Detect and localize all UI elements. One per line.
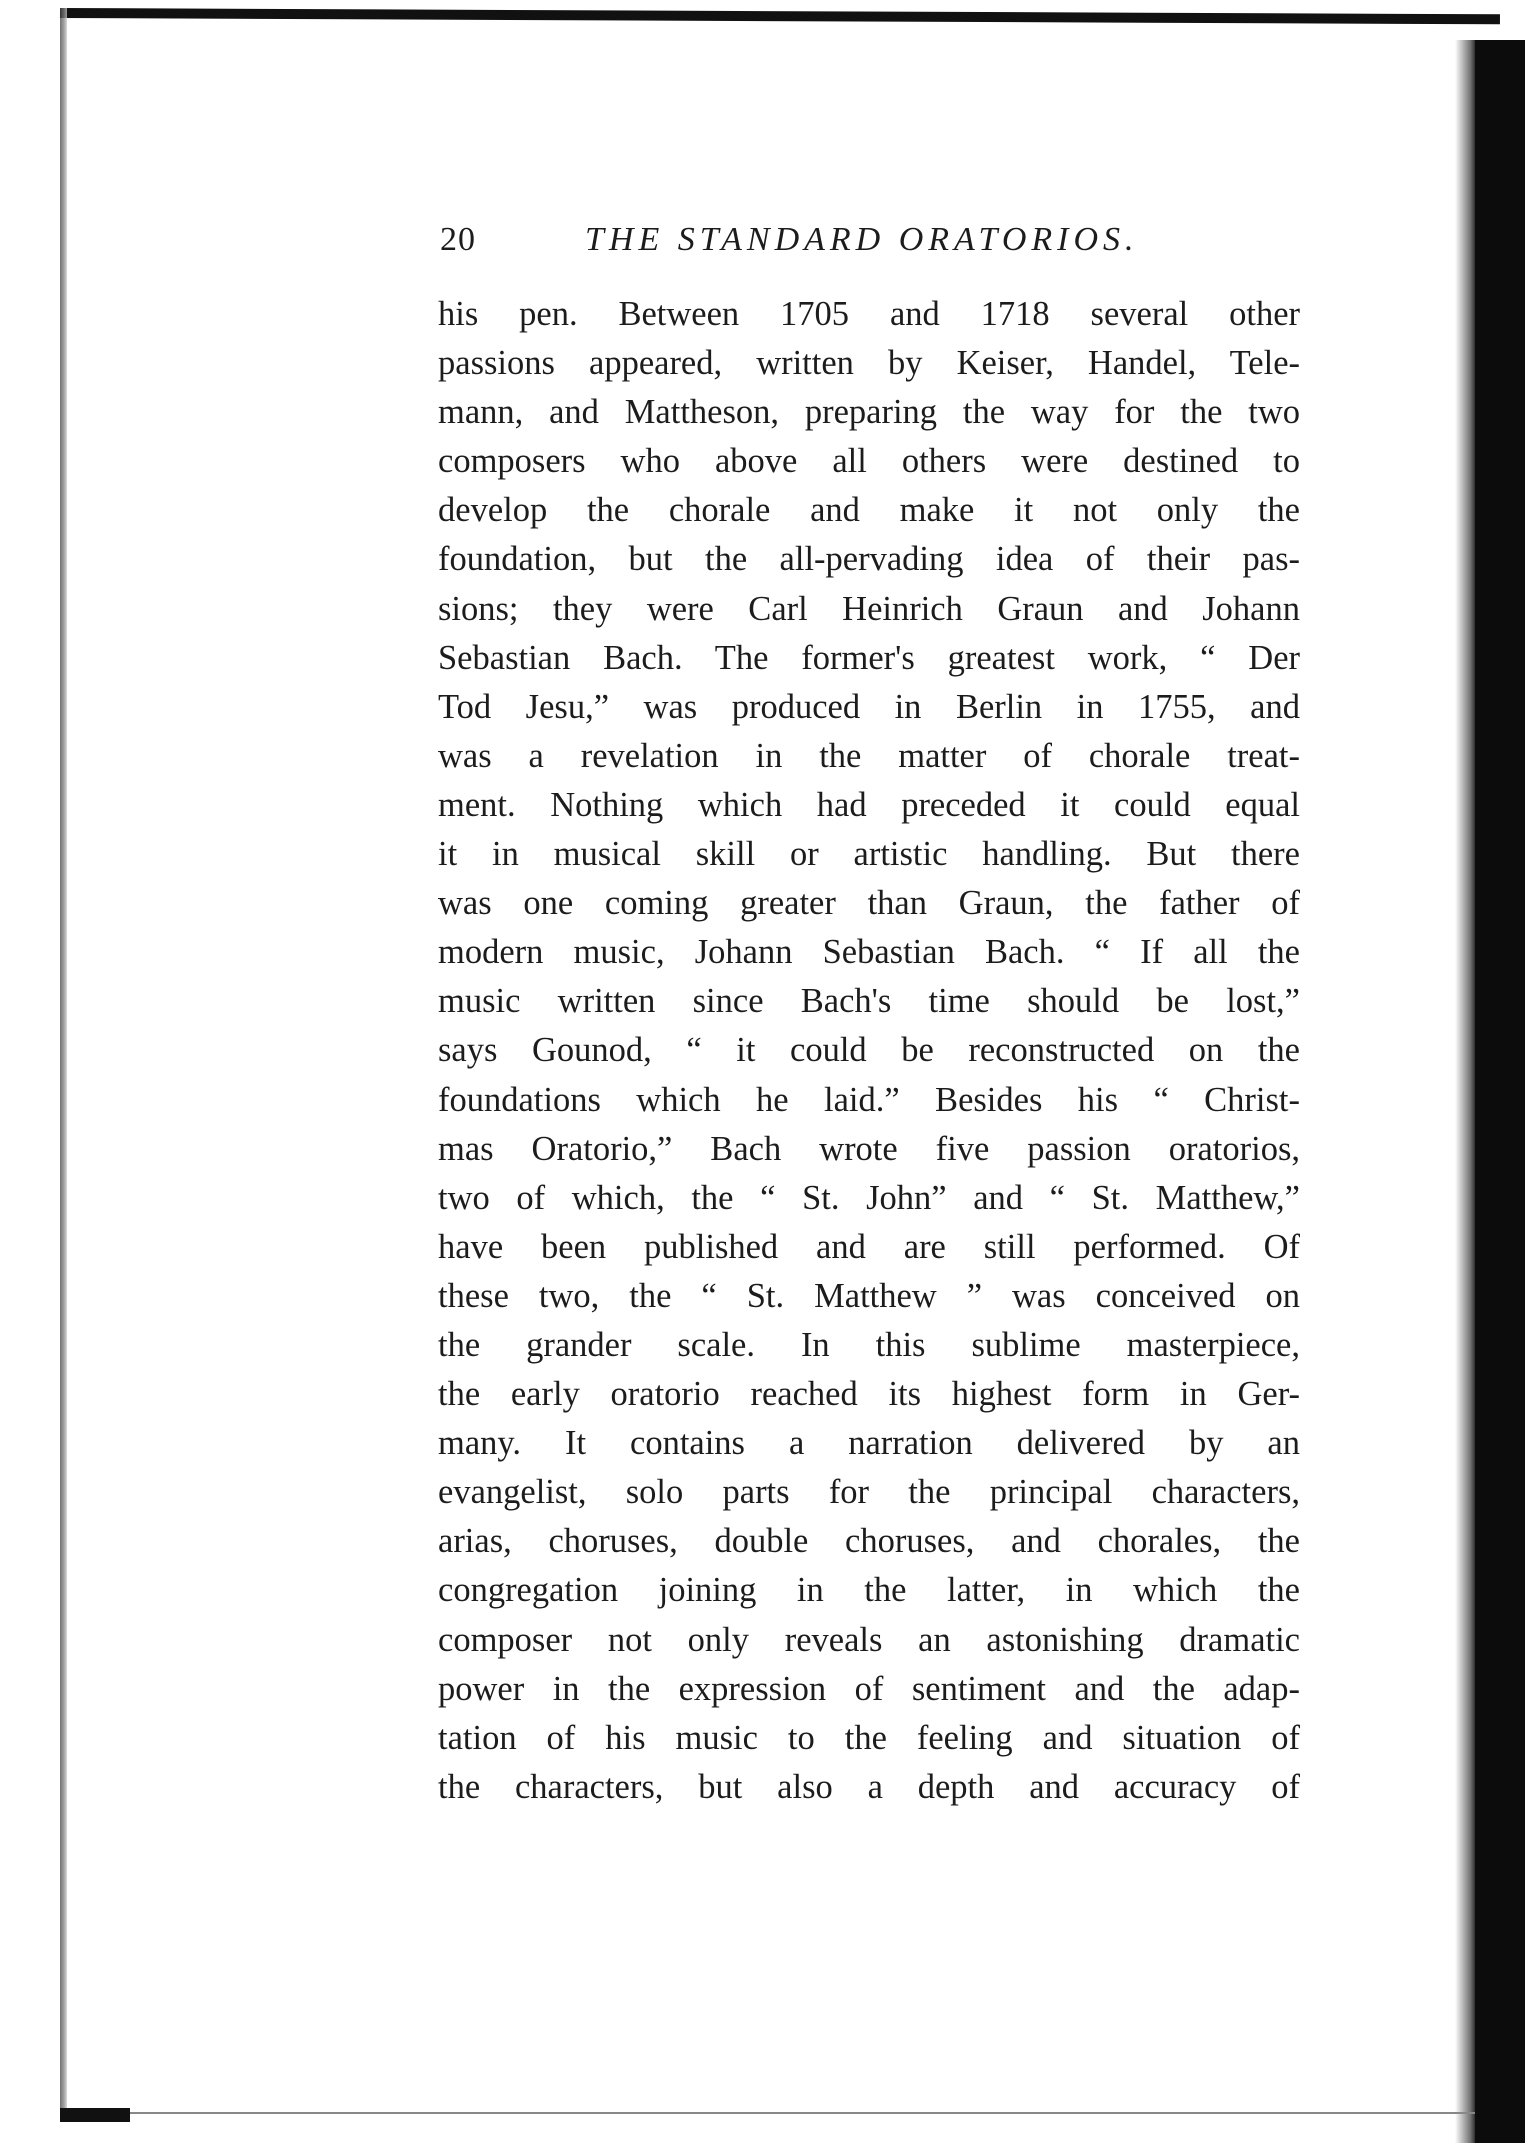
text-line: passions appeared, written by Keiser, Handel, Tele-	[438, 344, 1300, 383]
scan-border-left	[60, 8, 67, 2118]
text-line: evangelist, solo parts for the principal characters,	[438, 1473, 1300, 1512]
text-line: foundation, but the all-pervading idea of their pas-	[438, 540, 1300, 579]
text-line: congregation joining in the latter, in which the	[438, 1571, 1300, 1610]
text-line: Tod Jesu,” was produced in Berlin in 1755, and	[438, 687, 1300, 726]
text-line: sions; they were Carl Heinrich Graun and Johann	[438, 589, 1300, 628]
page-header-title: THE STANDARD ORATORIOS.	[585, 221, 1139, 258]
text-line: was one coming greater than Graun, the father of	[438, 884, 1300, 923]
text-line: it in musical skill or artistic handling. But there	[438, 835, 1300, 874]
text-line: his pen. Between 1705 and 1718 several other	[438, 295, 1300, 333]
text-line: was a revelation in the matter of chorale treat-	[438, 736, 1300, 775]
text-line: arias, choruses, double choruses, and chorales, the	[438, 1522, 1300, 1561]
body-text	[438, 290, 1300, 1812]
text-line: composers who above all others were destined to	[438, 442, 1300, 481]
text-line: these two, the “ St. Matthew ” was conceived on	[438, 1276, 1300, 1315]
scan-border-top	[60, 8, 1500, 24]
scan-border-bottom-line	[130, 2112, 1475, 2114]
text-line: says Gounod, “ it could be reconstructed on the	[438, 1031, 1300, 1070]
text-line: foundations which he laid.” Besides his “ Christ-	[438, 1080, 1300, 1119]
scan-border-bottom	[60, 2108, 130, 2122]
page-number: 20	[440, 221, 476, 258]
text-line: tation of his music to the feeling and situation of	[438, 1718, 1300, 1757]
text-line: two of which, the “ St. John” and “ St. Matthew,”	[438, 1178, 1300, 1217]
text-line: music written since Bach's time should be lost,”	[438, 982, 1300, 1021]
text-line: the early oratorio reached its highest form in Ger-	[438, 1375, 1300, 1414]
text-line: power in the expression of sentiment and the adap-	[438, 1669, 1300, 1708]
text-line: ment. Nothing which had preceded it could equal	[438, 785, 1300, 824]
text-line: composer not only reveals an astonishing dramatic	[438, 1620, 1300, 1659]
text-line: Sebastian Bach. The former's greatest work, “ Der	[438, 638, 1300, 677]
scan-border-right	[1475, 40, 1525, 2143]
text-line: mann, and Mattheson, preparing the way for the two	[438, 393, 1300, 432]
text-line: the characters, but also a depth and accuracy of	[438, 1767, 1300, 1806]
running-head	[440, 215, 1310, 265]
text-line: mas Oratorio,” Bach wrote five passion oratorios,	[438, 1129, 1300, 1168]
text-line: many. It contains a narration delivered by an	[438, 1424, 1300, 1463]
text-line: develop the chorale and make it not only the	[438, 491, 1300, 530]
scan-shadow-right	[1455, 40, 1477, 2143]
text-line: the grander scale. In this sublime masterpiece,	[438, 1325, 1300, 1364]
text-line: modern music, Johann Sebastian Bach. “ If all the	[438, 933, 1300, 972]
text-line: have been published and are still performed. Of	[438, 1227, 1300, 1266]
